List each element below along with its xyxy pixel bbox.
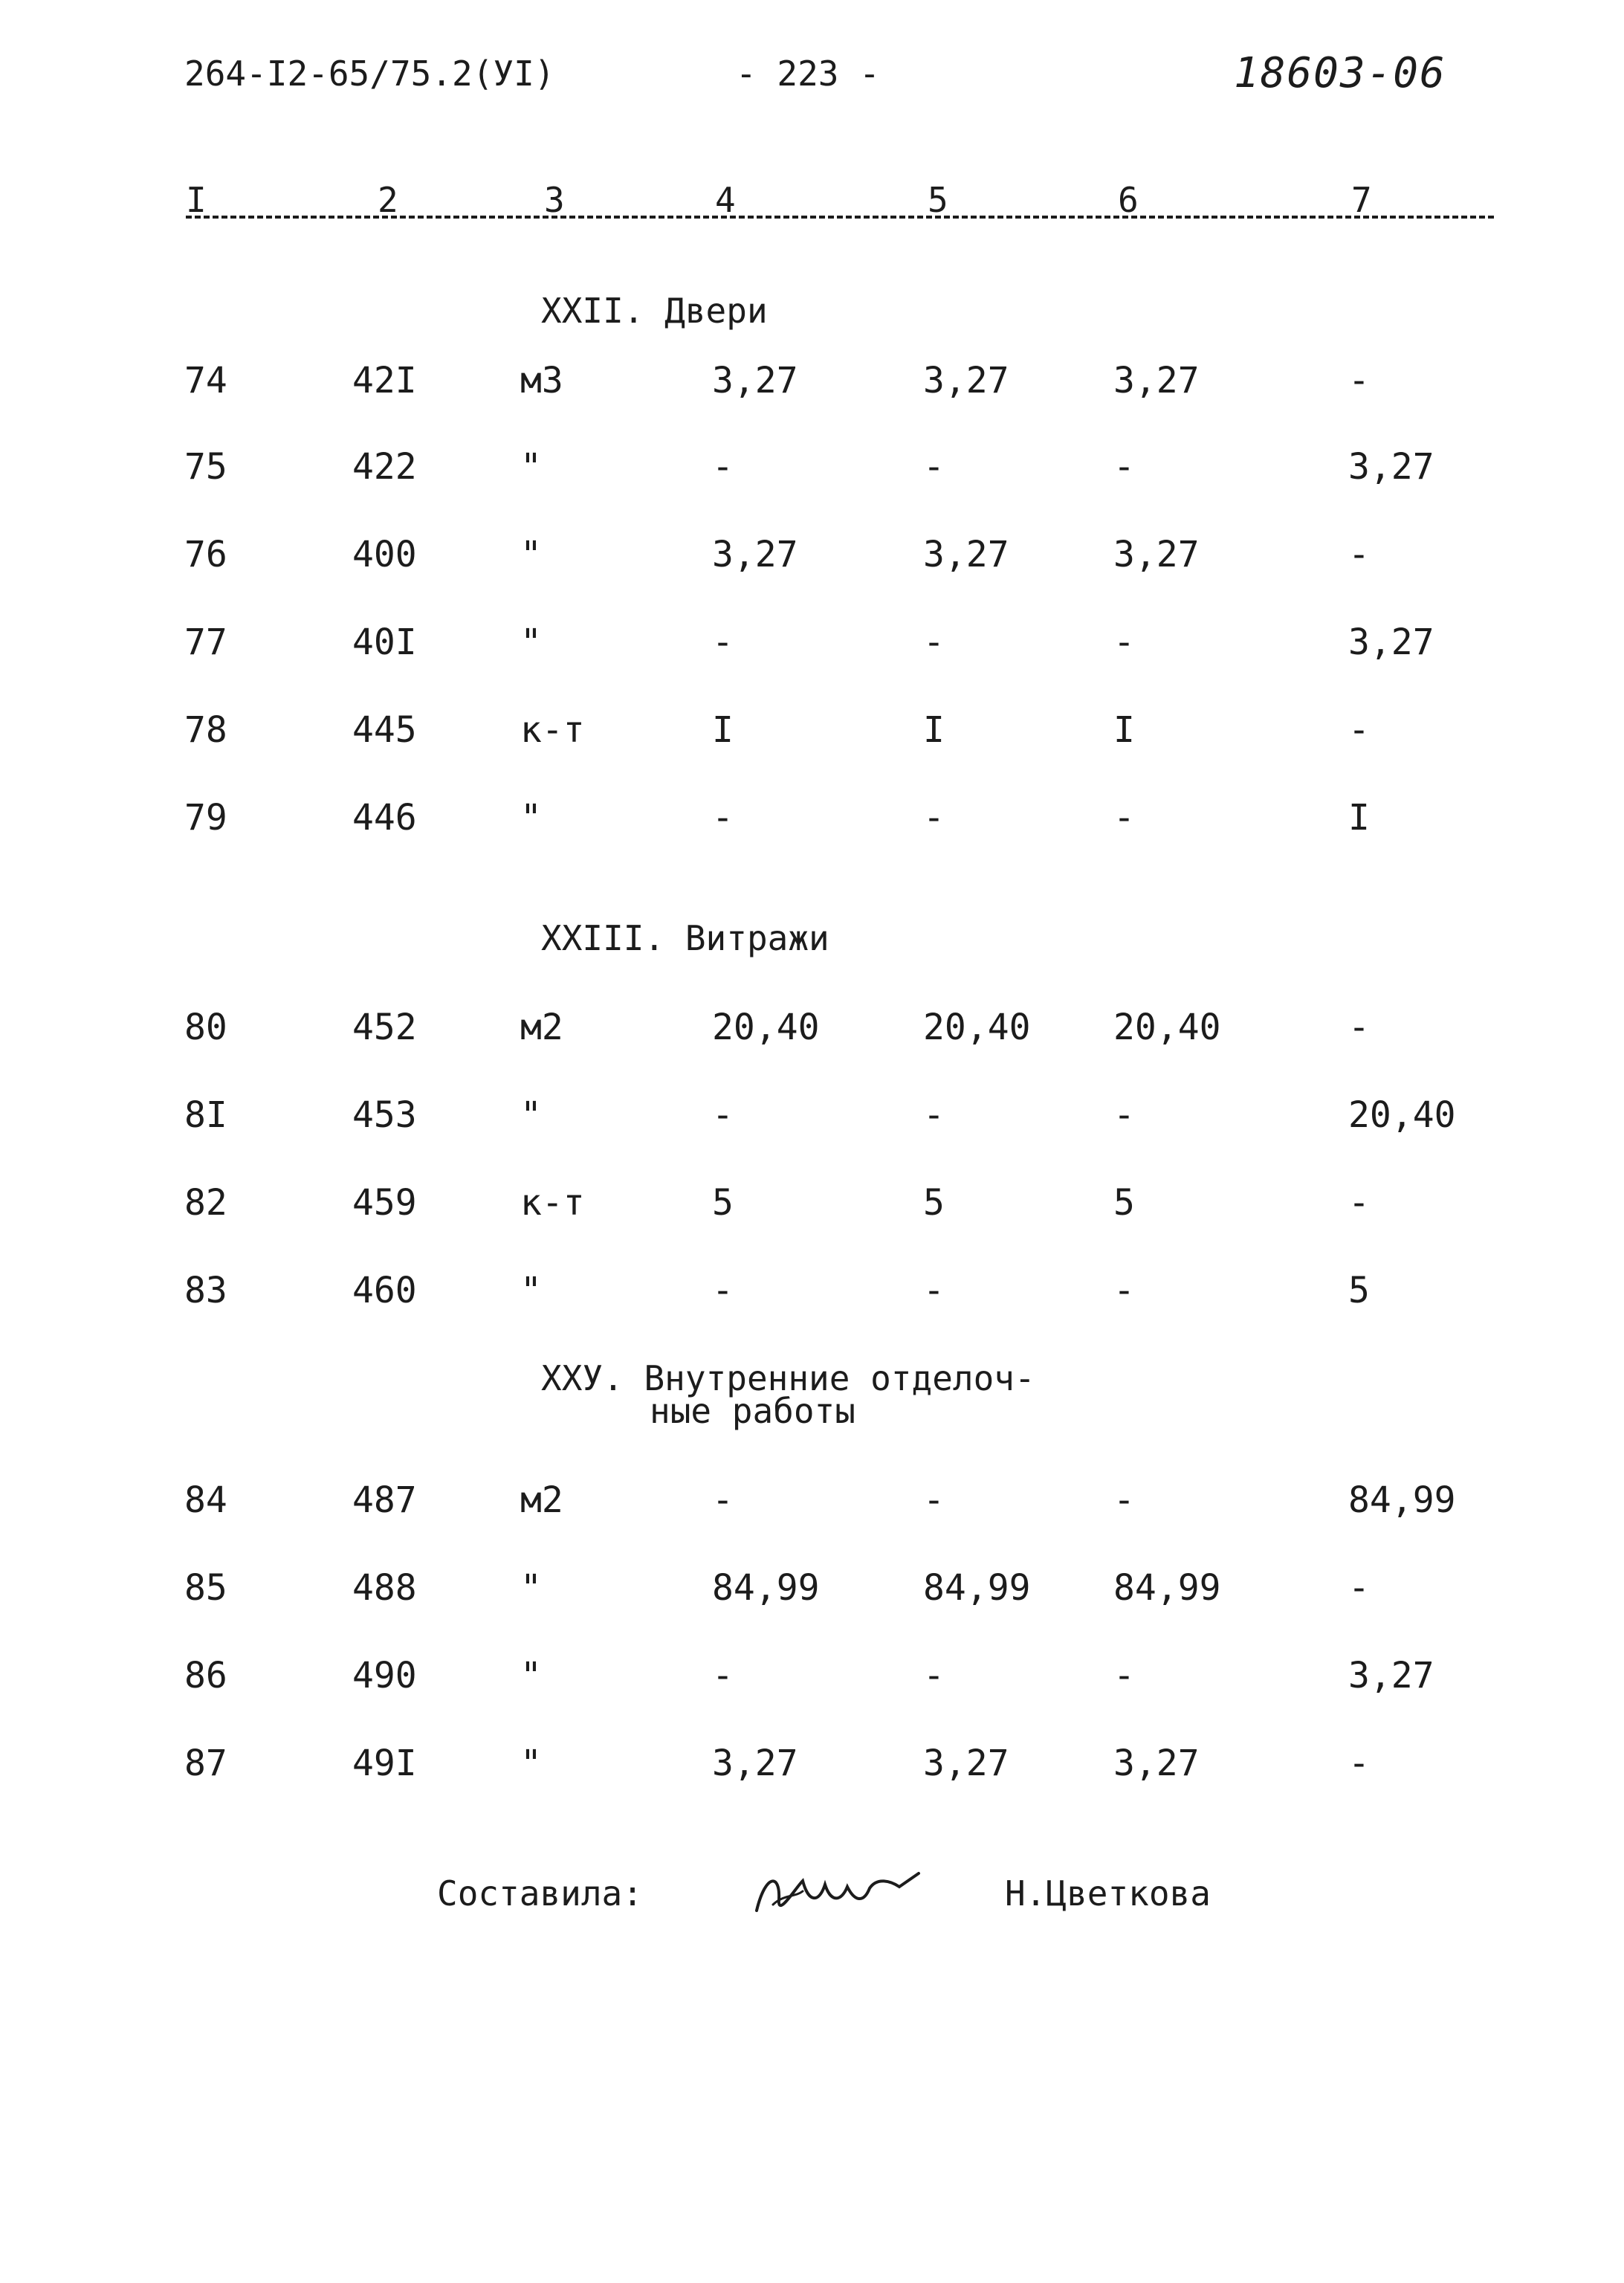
inventory-number: 18603-06 (1234, 49, 1446, 97)
cell-index: 75 (184, 446, 227, 488)
cell-unit: " (520, 1655, 542, 1696)
table-row (0, 1182, 1370, 1227)
section-title-interior-finishing-line2: ные работы (650, 1391, 855, 1431)
cell-col5: - (923, 621, 945, 663)
cell-col4: I (712, 709, 734, 751)
cell-col6: - (1113, 446, 1135, 488)
cell-col7: 3,27 (1348, 621, 1434, 663)
cell-index: 77 (184, 621, 227, 663)
column-header-row (186, 180, 1494, 232)
cell-unit: м3 (520, 360, 563, 401)
column-header-4: 4 (715, 180, 736, 220)
cell-col4: - (712, 1655, 734, 1696)
cell-col4: - (712, 621, 734, 663)
column-header-7: 7 (1351, 180, 1372, 220)
cell-unit: " (520, 446, 542, 488)
cell-col5: - (923, 1270, 945, 1311)
cell-unit: " (520, 1743, 542, 1784)
table-row (0, 1567, 1370, 1612)
section-title-doors: ХХII. Двери (541, 291, 768, 331)
cell-col4: - (712, 1479, 734, 1521)
cell-col4: 20,40 (712, 1007, 820, 1048)
cell-col6: 5 (1113, 1182, 1135, 1224)
cell-col4: 3,27 (712, 534, 798, 575)
cell-unit: " (520, 1567, 542, 1609)
cell-code: 446 (352, 797, 417, 839)
table-row (0, 1743, 1370, 1787)
cell-col6: - (1113, 621, 1135, 663)
cell-col7: - (1348, 1743, 1370, 1784)
document-code: 264-I2-65/75.2(УI) (184, 54, 555, 94)
page-number: - 223 - (736, 54, 880, 94)
cell-col6: 20,40 (1113, 1007, 1221, 1048)
table-row (0, 1655, 1434, 1699)
cell-col7: - (1348, 534, 1370, 575)
cell-col5: 20,40 (923, 1007, 1031, 1048)
cell-col6: I (1113, 709, 1135, 751)
column-header-2: 2 (378, 180, 398, 220)
cell-code: 452 (352, 1007, 417, 1048)
section-title-stained-glass: ХХIII. Витражи (541, 918, 829, 958)
cell-index: 86 (184, 1655, 227, 1696)
cell-unit: " (520, 797, 542, 839)
cell-col6: 84,99 (1113, 1567, 1221, 1609)
column-header-5: 5 (928, 180, 948, 220)
table-row (0, 1094, 1456, 1139)
cell-code: 422 (352, 446, 417, 488)
column-header-1: I (186, 180, 207, 220)
handwritten-signature (751, 1859, 922, 1925)
cell-col7: - (1348, 1182, 1370, 1224)
table-row (0, 1479, 1456, 1524)
column-header-3: 3 (544, 180, 565, 220)
table-row (0, 709, 1370, 754)
cell-col6: 3,27 (1113, 360, 1200, 401)
cell-col5: - (923, 1479, 945, 1521)
cell-code: 487 (352, 1479, 417, 1521)
column-header-6: 6 (1118, 180, 1139, 220)
cell-code: 490 (352, 1655, 417, 1696)
cell-col5: - (923, 1655, 945, 1696)
table-row (0, 360, 1370, 404)
cell-unit: " (520, 1270, 542, 1311)
cell-col4: - (712, 1094, 734, 1136)
cell-col6: - (1113, 1094, 1135, 1136)
cell-col6: - (1113, 1270, 1135, 1311)
cell-col6: 3,27 (1113, 534, 1200, 575)
cell-col6: - (1113, 1479, 1135, 1521)
cell-col7: 84,99 (1348, 1479, 1456, 1521)
cell-index: 82 (184, 1182, 227, 1224)
cell-code: 453 (352, 1094, 417, 1136)
cell-index: 78 (184, 709, 227, 751)
cell-code: 40I (352, 621, 417, 663)
table-row (0, 797, 1370, 842)
cell-col5: 84,99 (923, 1567, 1031, 1609)
cell-col4: - (712, 1270, 734, 1311)
cell-col6: 3,27 (1113, 1743, 1200, 1784)
cell-col7: - (1348, 709, 1370, 751)
cell-col4: 3,27 (712, 1743, 798, 1784)
cell-code: 400 (352, 534, 417, 575)
cell-col4: 3,27 (712, 360, 798, 401)
cell-col5: 3,27 (923, 1743, 1009, 1784)
cell-index: 8I (184, 1094, 227, 1136)
cell-code: 42I (352, 360, 417, 401)
cell-col7: - (1348, 1007, 1370, 1048)
cell-col5: I (923, 709, 945, 751)
cell-col4: - (712, 797, 734, 839)
cell-unit: м2 (520, 1479, 563, 1521)
cell-code: 49I (352, 1743, 417, 1784)
section-title-interior-finishing: ХХУ. Внутренние отделоч- (541, 1358, 1035, 1398)
cell-unit: к-т (520, 1182, 585, 1224)
cell-unit: " (520, 621, 542, 663)
cell-col7: 5 (1348, 1270, 1370, 1311)
cell-index: 79 (184, 797, 227, 839)
cell-unit: " (520, 1094, 542, 1136)
table-row (0, 446, 1434, 491)
cell-col4: 84,99 (712, 1567, 820, 1609)
cell-col7: - (1348, 360, 1370, 401)
cell-col5: - (923, 446, 945, 488)
compiler-name: Н.Цветкова (1005, 1873, 1211, 1914)
cell-code: 488 (352, 1567, 417, 1609)
table-row (0, 534, 1370, 578)
cell-unit: м2 (520, 1007, 563, 1048)
cell-col6: - (1113, 797, 1135, 839)
cell-index: 80 (184, 1007, 227, 1048)
cell-col6: - (1113, 1655, 1135, 1696)
cell-col7: 3,27 (1348, 1655, 1434, 1696)
cell-col5: - (923, 797, 945, 839)
compiled-by-label: Составила: (437, 1873, 643, 1914)
cell-col5: 3,27 (923, 534, 1009, 575)
cell-col5: - (923, 1094, 945, 1136)
table-row (0, 1007, 1370, 1051)
cell-index: 87 (184, 1743, 227, 1784)
cell-col7: 20,40 (1348, 1094, 1456, 1136)
cell-col7: I (1348, 797, 1370, 839)
table-row (0, 621, 1434, 666)
cell-col5: 3,27 (923, 360, 1009, 401)
cell-code: 460 (352, 1270, 417, 1311)
cell-index: 76 (184, 534, 227, 575)
cell-unit: к-т (520, 709, 585, 751)
cell-index: 84 (184, 1479, 227, 1521)
cell-unit: " (520, 534, 542, 575)
cell-index: 74 (184, 360, 227, 401)
cell-col4: 5 (712, 1182, 734, 1224)
cell-index: 83 (184, 1270, 227, 1311)
cell-col5: 5 (923, 1182, 945, 1224)
table-row (0, 1270, 1370, 1314)
cell-col4: - (712, 446, 734, 488)
cell-code: 445 (352, 709, 417, 751)
cell-col7: 3,27 (1348, 446, 1434, 488)
cell-code: 459 (352, 1182, 417, 1224)
cell-index: 85 (184, 1567, 227, 1609)
cell-col7: - (1348, 1567, 1370, 1609)
